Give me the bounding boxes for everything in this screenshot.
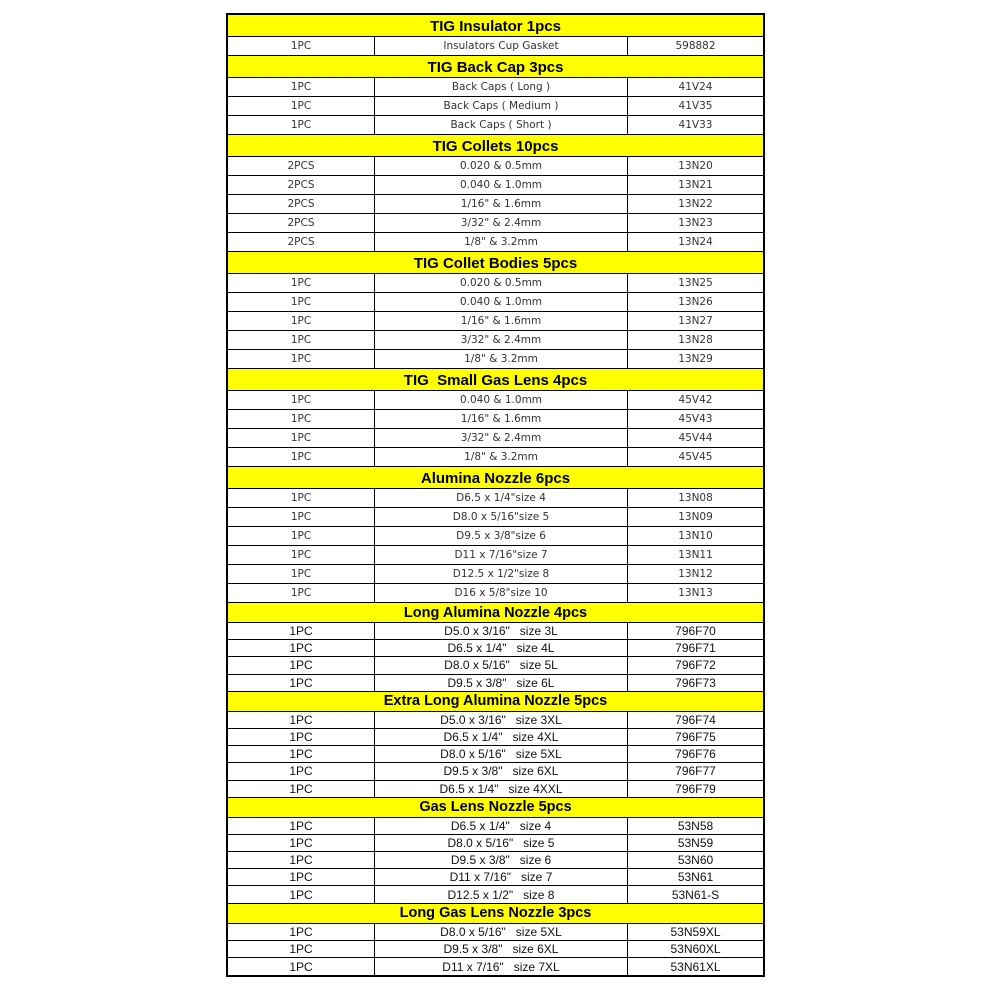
table-row	[228, 293, 763, 312]
description-cell: D9.5 x 3/8" size 6L	[375, 675, 628, 691]
description-cell: D6.5 x 1/4" size 4XXL	[375, 781, 628, 797]
part-number-cell: 53N60	[677, 853, 714, 868]
part-number-cell: 796F72	[675, 658, 716, 673]
table-row	[228, 657, 763, 674]
table-row	[228, 274, 763, 293]
table-row	[228, 233, 763, 252]
description-cell: D8.0 x 5/16" size 5XL	[375, 924, 628, 940]
section-header: Long Alumina Nozzle 4pcs	[228, 603, 763, 623]
description-cell: D8.0 x 5/16" size 5XL	[375, 746, 628, 762]
description-cell: D6.5 x 1/4" size 4	[375, 818, 628, 834]
part-number-cell: 13N10	[678, 530, 713, 542]
description-cell: D9.5 x 3/8" size 6	[375, 852, 628, 868]
description-cell: Back Caps ( Short )	[375, 116, 628, 134]
quantity-cell: 1PC	[228, 293, 375, 311]
description-cell: D5.0 x 3/16" size 3L	[375, 623, 628, 639]
description-cell: D8.0 x 5/16" size 5	[375, 835, 628, 851]
part-number-cell: 13N11	[678, 549, 713, 561]
section-header: Gas Lens Nozzle 5pcs	[228, 798, 763, 818]
part-number-cell: 53N59XL	[670, 924, 721, 939]
quantity-cell: 1PC	[228, 675, 375, 691]
quantity-cell: 1PC	[228, 410, 375, 428]
section-header: TIG Small Gas Lens 4pcs	[228, 369, 763, 391]
description-cell: D11 x 7/16" size 7XL	[375, 958, 628, 975]
table-row	[228, 781, 763, 798]
part-number-cell: 13N24	[678, 236, 713, 248]
table-row	[228, 391, 763, 410]
part-number-cell: 796F71	[675, 641, 716, 656]
quantity-cell: 1PC	[228, 331, 375, 349]
part-number-cell: 13N25	[678, 277, 713, 289]
quantity-cell: 1PC	[228, 941, 375, 957]
table-row	[228, 489, 763, 508]
table-row	[228, 941, 763, 958]
part-number-cell: 41V35	[678, 100, 713, 112]
table-row	[228, 746, 763, 763]
part-number-cell: 13N08	[678, 492, 713, 504]
quantity-cell: 1PC	[228, 712, 375, 728]
table-row	[228, 852, 763, 869]
description-cell: Insulators Cup Gasket	[375, 37, 628, 55]
table-row	[228, 623, 763, 640]
description-cell: 0.040 & 1.0mm	[375, 293, 628, 311]
description-cell: D9.5 x 3/8" size 6XL	[375, 941, 628, 957]
table-row	[228, 448, 763, 467]
part-number-cell: 41V33	[678, 119, 713, 131]
quantity-cell: 1PC	[228, 37, 375, 55]
description-cell: 1/16" & 1.6mm	[375, 312, 628, 330]
description-cell: 1/8" & 3.2mm	[375, 448, 628, 466]
table-row	[228, 527, 763, 546]
quantity-cell: 1PC	[228, 429, 375, 447]
table-row	[228, 97, 763, 116]
description-cell: D8.0 x 5/16" size 5L	[375, 657, 628, 673]
quantity-cell: 1PC	[228, 78, 375, 96]
description-cell: D11 x 7/16"size 7	[375, 546, 628, 564]
part-number-cell: 53N61XL	[670, 959, 721, 974]
table-row	[228, 565, 763, 584]
section-header: TIG Collet Bodies 5pcs	[228, 252, 763, 274]
quantity-cell: 1PC	[228, 584, 375, 602]
description-cell: D8.0 x 5/16"size 5	[375, 508, 628, 526]
description-cell: 1/16" & 1.6mm	[375, 410, 628, 428]
table-row	[228, 116, 763, 135]
section-header: Extra Long Alumina Nozzle 5pcs	[228, 692, 763, 712]
quantity-cell: 1PC	[228, 763, 375, 779]
quantity-cell: 1PC	[228, 274, 375, 292]
part-number-cell: 53N58	[677, 818, 714, 833]
quantity-cell: 2PCS	[228, 157, 375, 175]
part-number-cell: 13N09	[678, 511, 713, 523]
table-row	[228, 729, 763, 746]
description-cell: D11 x 7/16" size 7	[375, 869, 628, 885]
section-header: Alumina Nozzle 6pcs	[228, 467, 763, 489]
quantity-cell: 1PC	[228, 886, 375, 902]
part-number-cell: 13N28	[678, 334, 713, 346]
quantity-cell: 2PCS	[228, 214, 375, 232]
quantity-cell: 1PC	[228, 818, 375, 834]
quantity-cell: 1PC	[228, 781, 375, 797]
quantity-cell: 2PCS	[228, 233, 375, 251]
table-row	[228, 712, 763, 729]
description-cell: D12.5 x 1/2"size 8	[375, 565, 628, 583]
quantity-cell: 1PC	[228, 729, 375, 745]
table-row	[228, 835, 763, 852]
description-cell: D12.5 x 1/2" size 8	[375, 886, 628, 902]
table-row	[228, 958, 763, 975]
parts-list-table	[226, 13, 765, 977]
part-number-cell: 13N13	[678, 587, 713, 599]
table-row	[228, 195, 763, 214]
description-cell: Back Caps ( Long )	[375, 78, 628, 96]
table-row	[228, 78, 763, 97]
part-number-cell: 41V24	[678, 81, 713, 93]
description-cell: D9.5 x 3/8" size 6XL	[375, 763, 628, 779]
part-number-cell: 13N27	[678, 315, 713, 327]
table-row	[228, 763, 763, 780]
section-header: Long Gas Lens Nozzle 3pcs	[228, 904, 763, 924]
table-row	[228, 176, 763, 195]
table-row	[228, 869, 763, 886]
part-number-cell: 796F70	[675, 624, 716, 639]
table-row	[228, 157, 763, 176]
part-number-cell: 13N21	[678, 179, 713, 191]
description-cell: 1/8" & 3.2mm	[375, 233, 628, 251]
quantity-cell: 1PC	[228, 869, 375, 885]
table-row	[228, 886, 763, 903]
table-row	[228, 331, 763, 350]
quantity-cell: 1PC	[228, 835, 375, 851]
part-number-cell: 45V45	[678, 451, 713, 463]
table-row	[228, 584, 763, 603]
part-number-cell: 53N59	[677, 835, 714, 850]
part-number-cell: 53N61-S	[671, 887, 720, 902]
description-cell: D9.5 x 3/8"size 6	[375, 527, 628, 545]
quantity-cell: 1PC	[228, 527, 375, 545]
description-cell: 0.020 & 0.5mm	[375, 157, 628, 175]
table-row	[228, 640, 763, 657]
description-cell: Back Caps ( Medium )	[375, 97, 628, 115]
table-row	[228, 675, 763, 692]
part-number-cell: 796F76	[675, 747, 716, 762]
quantity-cell: 1PC	[228, 489, 375, 507]
quantity-cell: 1PC	[228, 116, 375, 134]
quantity-cell: 1PC	[228, 448, 375, 466]
description-cell: 0.020 & 0.5mm	[375, 274, 628, 292]
part-number-cell: 53N60XL	[670, 941, 721, 956]
part-number-cell: 796F73	[675, 675, 716, 690]
part-number-cell: 598882	[675, 40, 716, 52]
quantity-cell: 1PC	[228, 746, 375, 762]
quantity-cell: 1PC	[228, 623, 375, 639]
table-row	[228, 546, 763, 565]
part-number-cell: 13N23	[678, 217, 713, 229]
part-number-cell: 13N20	[678, 160, 713, 172]
description-cell: 0.040 & 1.0mm	[375, 391, 628, 409]
table-row	[228, 350, 763, 369]
part-number-cell: 796F74	[675, 712, 716, 727]
description-cell: 3/32" & 2.4mm	[375, 331, 628, 349]
table-row	[228, 37, 763, 56]
part-number-cell: 13N26	[678, 296, 713, 308]
description-cell: D16 x 5/8"size 10	[375, 584, 628, 602]
description-cell: 1/8" & 3.2mm	[375, 350, 628, 368]
description-cell: 3/32" & 2.4mm	[375, 429, 628, 447]
part-number-cell: 796F79	[675, 781, 716, 796]
quantity-cell: 1PC	[228, 640, 375, 656]
table-row	[228, 508, 763, 527]
part-number-cell: 13N29	[678, 353, 713, 365]
table-row	[228, 214, 763, 233]
quantity-cell: 2PCS	[228, 195, 375, 213]
description-cell: D6.5 x 1/4"size 4	[375, 489, 628, 507]
section-header: TIG Insulator 1pcs	[228, 15, 763, 37]
description-cell: 3/32" & 2.4mm	[375, 214, 628, 232]
table-row	[228, 410, 763, 429]
quantity-cell: 1PC	[228, 546, 375, 564]
quantity-cell: 1PC	[228, 924, 375, 940]
table-row	[228, 312, 763, 331]
part-number-cell: 13N22	[678, 198, 713, 210]
table-row	[228, 818, 763, 835]
section-header: TIG Back Cap 3pcs	[228, 56, 763, 78]
quantity-cell: 1PC	[228, 391, 375, 409]
part-number-cell: 45V44	[678, 432, 713, 444]
quantity-cell: 2PCS	[228, 176, 375, 194]
quantity-cell: 1PC	[228, 565, 375, 583]
table-row	[228, 429, 763, 448]
description-cell: D5.0 x 3/16" size 3XL	[375, 712, 628, 728]
part-number-cell: 53N61	[677, 870, 714, 885]
part-number-cell: 45V43	[678, 413, 713, 425]
part-number-cell: 796F75	[675, 730, 716, 745]
quantity-cell: 1PC	[228, 852, 375, 868]
quantity-cell: 1PC	[228, 508, 375, 526]
section-header: TIG Collets 10pcs	[228, 135, 763, 157]
description-cell: 1/16" & 1.6mm	[375, 195, 628, 213]
part-number-cell: 796F77	[675, 764, 716, 779]
description-cell: 0.040 & 1.0mm	[375, 176, 628, 194]
part-number-cell: 45V42	[678, 394, 713, 406]
table-row	[228, 924, 763, 941]
quantity-cell: 1PC	[228, 97, 375, 115]
description-cell: D6.5 x 1/4" size 4XL	[375, 729, 628, 745]
part-number-cell: 13N12	[678, 568, 713, 580]
quantity-cell: 1PC	[228, 350, 375, 368]
quantity-cell: 1PC	[228, 657, 375, 673]
description-cell: D6.5 x 1/4" size 4L	[375, 640, 628, 656]
quantity-cell: 1PC	[228, 312, 375, 330]
quantity-cell: 1PC	[228, 958, 375, 975]
